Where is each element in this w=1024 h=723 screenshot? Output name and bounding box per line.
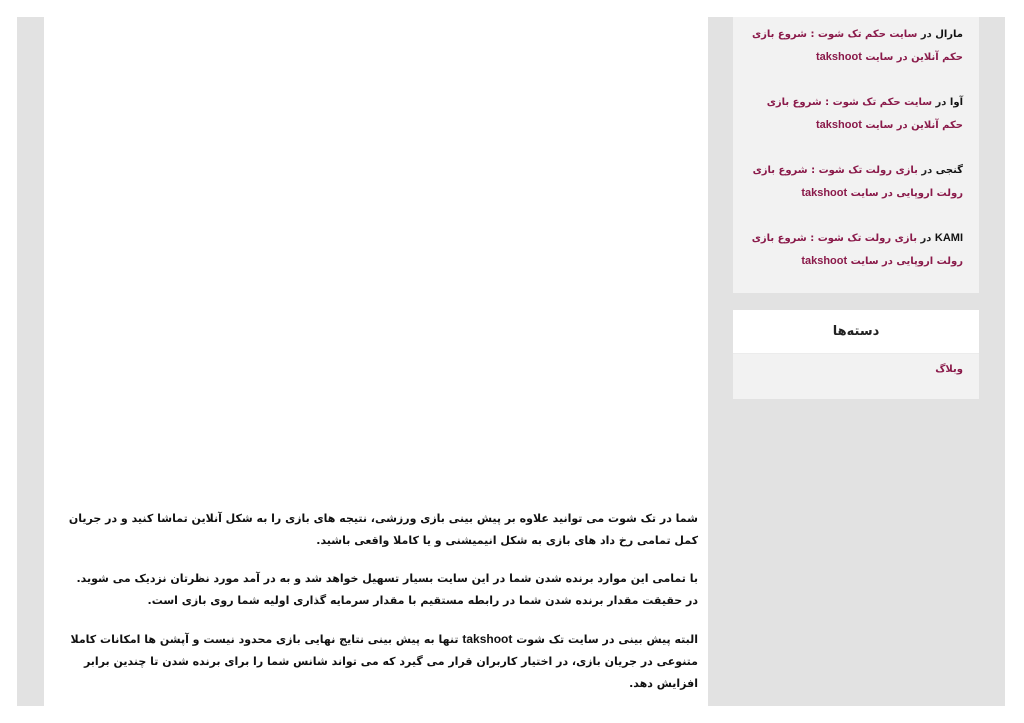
comment-author[interactable]: مارال (935, 29, 963, 40)
article-body (62, 508, 698, 711)
comment-author[interactable]: گنجی (935, 165, 963, 176)
comment-connector: در (935, 97, 947, 108)
recent-comment (733, 92, 979, 137)
brand-name: takshoot (462, 632, 513, 646)
paragraph-text: تنها به پیش بینی نتایج نهایی بازی محدود نیست و آپشن ها امکانات کاملا متنوعی در جریان بازی، در اختیار کاربران قرار می گیرد که می تواند شانس شما را برای برنده شدن تا چندین برابر افزایش دهد. (70, 633, 698, 690)
comment-connector: در (920, 29, 932, 40)
comment-author[interactable]: KAMI (934, 232, 963, 244)
recent-comment (733, 227, 979, 273)
paragraph-text: با تمامی این موارد برنده شدن شما در این سایت بسیار تسهیل خواهد شد و به در آمد مورد نظرتان نزدیک می شوید. در حقیقت مقدار برنده شدن شما در رابطه مستقیم با مقدار سرمایه گذاری اولیه شما روی بازی است. (76, 572, 698, 607)
recent-comment (733, 160, 979, 205)
comment-post-link-brand[interactable]: takshoot (801, 255, 848, 267)
comment-post-link[interactable]: سایت حکم تک شوت : شروع بازی حکم آنلاین در سایت (751, 29, 963, 63)
recent-comments-widget (733, 17, 979, 293)
recent-comment (733, 24, 979, 69)
comment-post-link[interactable]: سایت حکم تک شوت : شروع بازی حکم آنلاین در سایت (766, 97, 963, 131)
comment-post-link[interactable]: بازی رولت تک شوت : شروع بازی رولت اروپایی در سایت (751, 233, 963, 267)
widget-title: دسته‌ها (733, 310, 979, 354)
article-paragraph (62, 508, 698, 552)
comment-post-link-brand[interactable]: takshoot (816, 119, 862, 131)
comment-post-link-brand[interactable]: takshoot (801, 187, 848, 199)
article-paragraph (62, 628, 698, 695)
comment-post-link[interactable]: بازی رولت تک شوت : شروع بازی رولت اروپایی در سایت (752, 165, 963, 199)
comment-connector: در (920, 233, 932, 244)
article-paragraph (62, 568, 698, 612)
category-link[interactable]: وبلاگ (935, 364, 963, 375)
comment-author[interactable]: آوا (949, 97, 963, 108)
categories-widget (733, 310, 979, 399)
paragraph-text: شما در تک شوت می توانید علاوه بر پیش بینی بازی ورزشی، نتیجه های بازی را به شکل آنلاین تماشا کنید و در جریان کمل تمامی رخ داد های بازی به شکل انیمیشنی و یا کاملا واقعی باشید. (68, 512, 698, 547)
comment-connector: در (921, 165, 933, 176)
paragraph-text: البته پیش بینی در سایت تک شوت (512, 633, 698, 646)
comment-post-link-brand[interactable]: takshoot (816, 51, 862, 63)
